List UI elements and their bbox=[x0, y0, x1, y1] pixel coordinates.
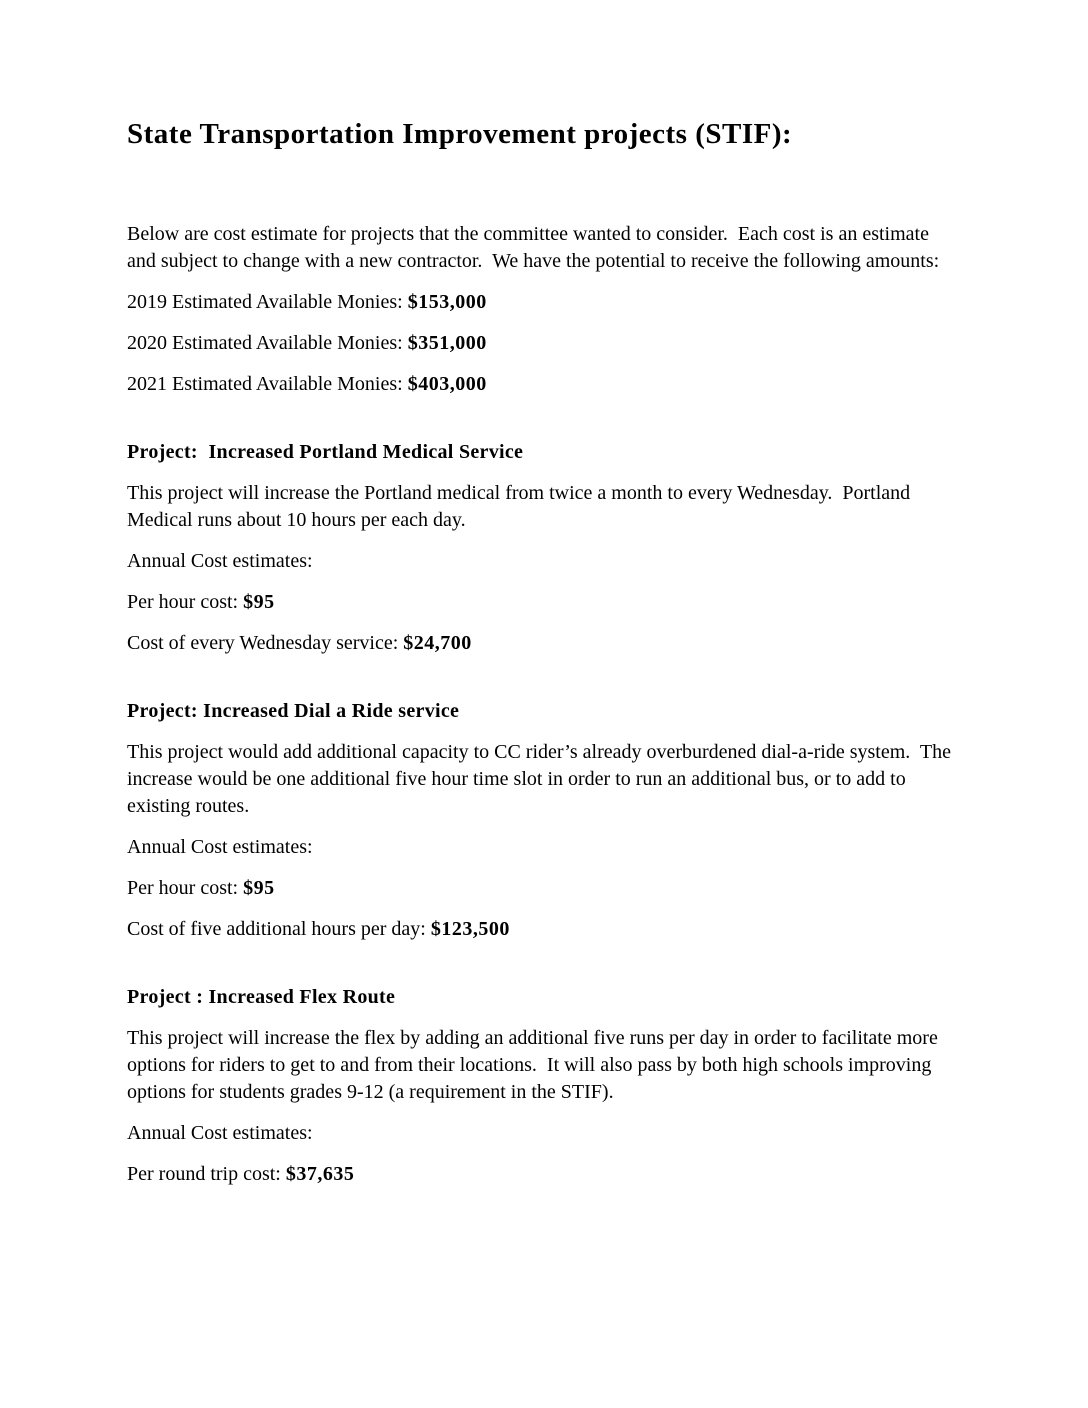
annual-cost-label: Annual Cost estimates: bbox=[127, 550, 313, 572]
project-section-dial-a-ride bbox=[127, 698, 962, 943]
project-heading: Project : Increased Flex Route bbox=[127, 986, 396, 1008]
annual-cost-label: Annual Cost estimates: bbox=[127, 836, 313, 858]
cost-label: Per hour cost: bbox=[127, 877, 239, 899]
cost-value: $95 bbox=[243, 591, 275, 613]
project-section-flex-route bbox=[127, 984, 962, 1188]
annual-cost-label: Annual Cost estimates: bbox=[127, 1122, 313, 1144]
project-description: This project will increase the flex by adding an additional five runs per day in order to facilitate more options for riders to get to and from their locations. It will also pass by both high schools improving options for students grades 9-12 (a requirement in the STIF). bbox=[127, 1027, 943, 1103]
monies-line-2021 bbox=[127, 371, 962, 398]
cost-value: $123,500 bbox=[430, 918, 510, 940]
cost-label: Per round trip cost: bbox=[127, 1163, 281, 1185]
cost-line bbox=[127, 916, 962, 943]
project-section-portland-medical bbox=[127, 439, 962, 657]
cost-label: Cost of every Wednesday service: bbox=[127, 632, 399, 654]
cost-line bbox=[127, 630, 962, 657]
project-heading: Project: Increased Dial a Ride service bbox=[127, 700, 460, 722]
cost-line bbox=[127, 875, 962, 902]
cost-line bbox=[127, 589, 962, 616]
intro-paragraph: Below are cost estimate for projects that the committee wanted to consider. Each cost is an estimate and subject to change with a new contractor. We have the potential to receive the following amounts: bbox=[127, 223, 940, 272]
monies-label: 2021 Estimated Available Monies: bbox=[127, 373, 403, 395]
monies-label: 2020 Estimated Available Monies: bbox=[127, 332, 403, 354]
project-description: This project would add additional capacity to CC rider’s already overburdened dial-a-ride system. The increase would be one additional five hour time slot in order to run an additional bus, or to add to existing routes. bbox=[127, 741, 957, 817]
project-description: This project will increase the Portland medical from twice a month to every Wednesday. Portland Medical runs about 10 hours per each day. bbox=[127, 482, 916, 531]
cost-value: $24,700 bbox=[403, 632, 472, 654]
cost-value: $37,635 bbox=[285, 1163, 355, 1185]
cost-label: Per hour cost: bbox=[127, 591, 239, 613]
monies-label: 2019 Estimated Available Monies: bbox=[127, 291, 403, 313]
monies-line-2019 bbox=[127, 289, 962, 316]
document-title: State Transportation Improvement projects (STIF): bbox=[127, 118, 793, 150]
cost-line bbox=[127, 1161, 962, 1188]
project-heading: Project: Increased Portland Medical Service bbox=[127, 441, 524, 463]
cost-value: $95 bbox=[243, 877, 275, 899]
monies-value: $153,000 bbox=[407, 291, 487, 313]
cost-label: Cost of five additional hours per day: bbox=[127, 918, 426, 940]
monies-value: $351,000 bbox=[407, 332, 487, 354]
monies-line-2020 bbox=[127, 330, 962, 357]
monies-value: $403,000 bbox=[407, 373, 487, 395]
